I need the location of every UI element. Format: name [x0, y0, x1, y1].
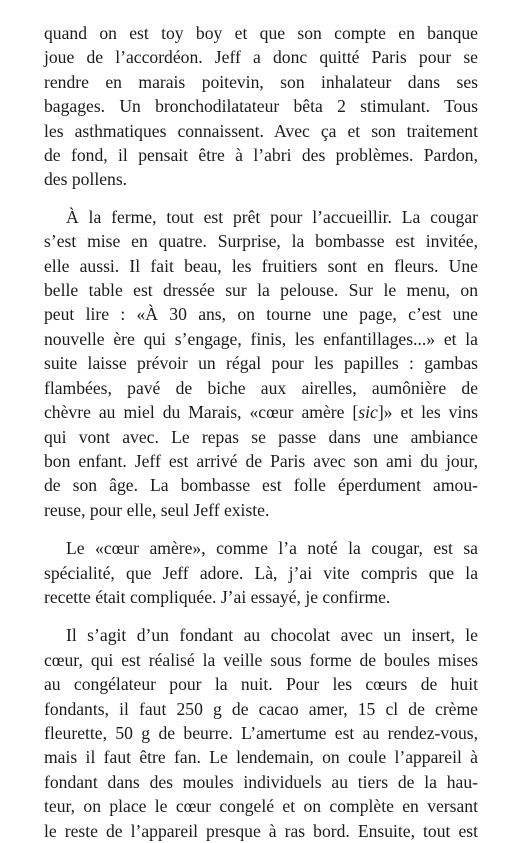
text-line: joue de l’accordéon. Jeff a donc quitté Paris pour se [44, 47, 478, 68]
text-line: suite laisse prévoir un régal pour les papilles : gambas [44, 353, 478, 374]
text-line: flambées, pavé de biche aux airelles, aumônière de [44, 377, 478, 398]
paragraph-4 [44, 623, 478, 843]
text-line: mais il faut être fan. Le lendemain, on coule l’appareil à [44, 747, 478, 768]
sic-italic: sic [358, 402, 378, 423]
paragraph-2 [44, 205, 478, 522]
text-line: À la ferme, tout est prêt pour l’accueillir. La cougar [66, 206, 478, 227]
text-segment: ]» et les vins [377, 402, 478, 423]
text-line: bon enfant. Jeff est arrivé de Paris avec son ami du jour, [44, 450, 478, 471]
text-segment: chèvre au miel du Marais, «cœur amère [ [44, 402, 359, 423]
text-line: au congélateur pour la nuit. Pour les cœurs de huit [44, 674, 478, 695]
text-line: elle aussi. Il fait beau, les fruitiers sont en fleurs. Une [44, 255, 478, 276]
text-line: de fond, il pensait être à l’abri des problèmes. Pardon, [44, 145, 478, 166]
text-line: recette était compliquée. J’ai essayé, je confirme. [44, 586, 391, 607]
paragraph-3 [44, 536, 478, 609]
text-line: de son âge. La bombasse est folle éperdument amou- [44, 475, 478, 496]
text-line: fondant dans des moules individuels au tiers de la hau- [44, 771, 478, 792]
text-line: des pollens. [44, 169, 128, 190]
text-line: qui vont avec. Le repas se passe dans une ambiance [44, 426, 478, 447]
text-line: les asthmatiques connaissent. Avec ça et son traitement [44, 120, 478, 141]
text-line: fleurette, 50 g de beurre. L’amertume est au rendez-vous, [44, 722, 478, 743]
text-line: s’est mise en quatre. Surprise, la bombasse est invitée, [44, 231, 478, 252]
text-line-with-sic [44, 400, 478, 424]
text-line: rendre en marais poitevin, son inhalateur dans ses [44, 71, 478, 92]
text-line: spécialité, que Jeff adore. Là, j’ai vite compris que la [44, 562, 478, 583]
text-line: belle table est dressée sur la pelouse. Sur le menu, on [44, 280, 478, 301]
paragraph-1 [44, 21, 478, 192]
text-line: le reste de l’appareil presque à ras bord. Ensuite, tout est [44, 820, 478, 841]
text-line: Le «cœur amère», comme l’a noté la cougar, est sa [66, 538, 478, 559]
text-line: reuse, pour elle, seul Jeff existe. [44, 499, 270, 520]
book-page [44, 21, 478, 843]
text-line: Il s’agit d’un fondant au chocolat avec un insert, le [66, 625, 478, 646]
text-line: cœur, qui est réalisé la veille sous forme de boules mises [44, 649, 478, 670]
text-line: nouvelle ère qui s’engage, finis, les enfantillages...» et la [44, 328, 478, 349]
text-line: fondants, il faut 250 g de cacao amer, 15 cl de crème [44, 698, 478, 719]
text-line: bagages. Un bronchodilatateur bêta 2 stimulant. Tous [44, 96, 478, 117]
text-line: quand on est toy boy et que son compte en banque [44, 23, 478, 43]
text-line: teur, on place le cœur congelé et on complète en versant [44, 796, 478, 817]
text-line: peut lire : «À 30 ans, on tourne une page, c’est une [44, 304, 478, 325]
